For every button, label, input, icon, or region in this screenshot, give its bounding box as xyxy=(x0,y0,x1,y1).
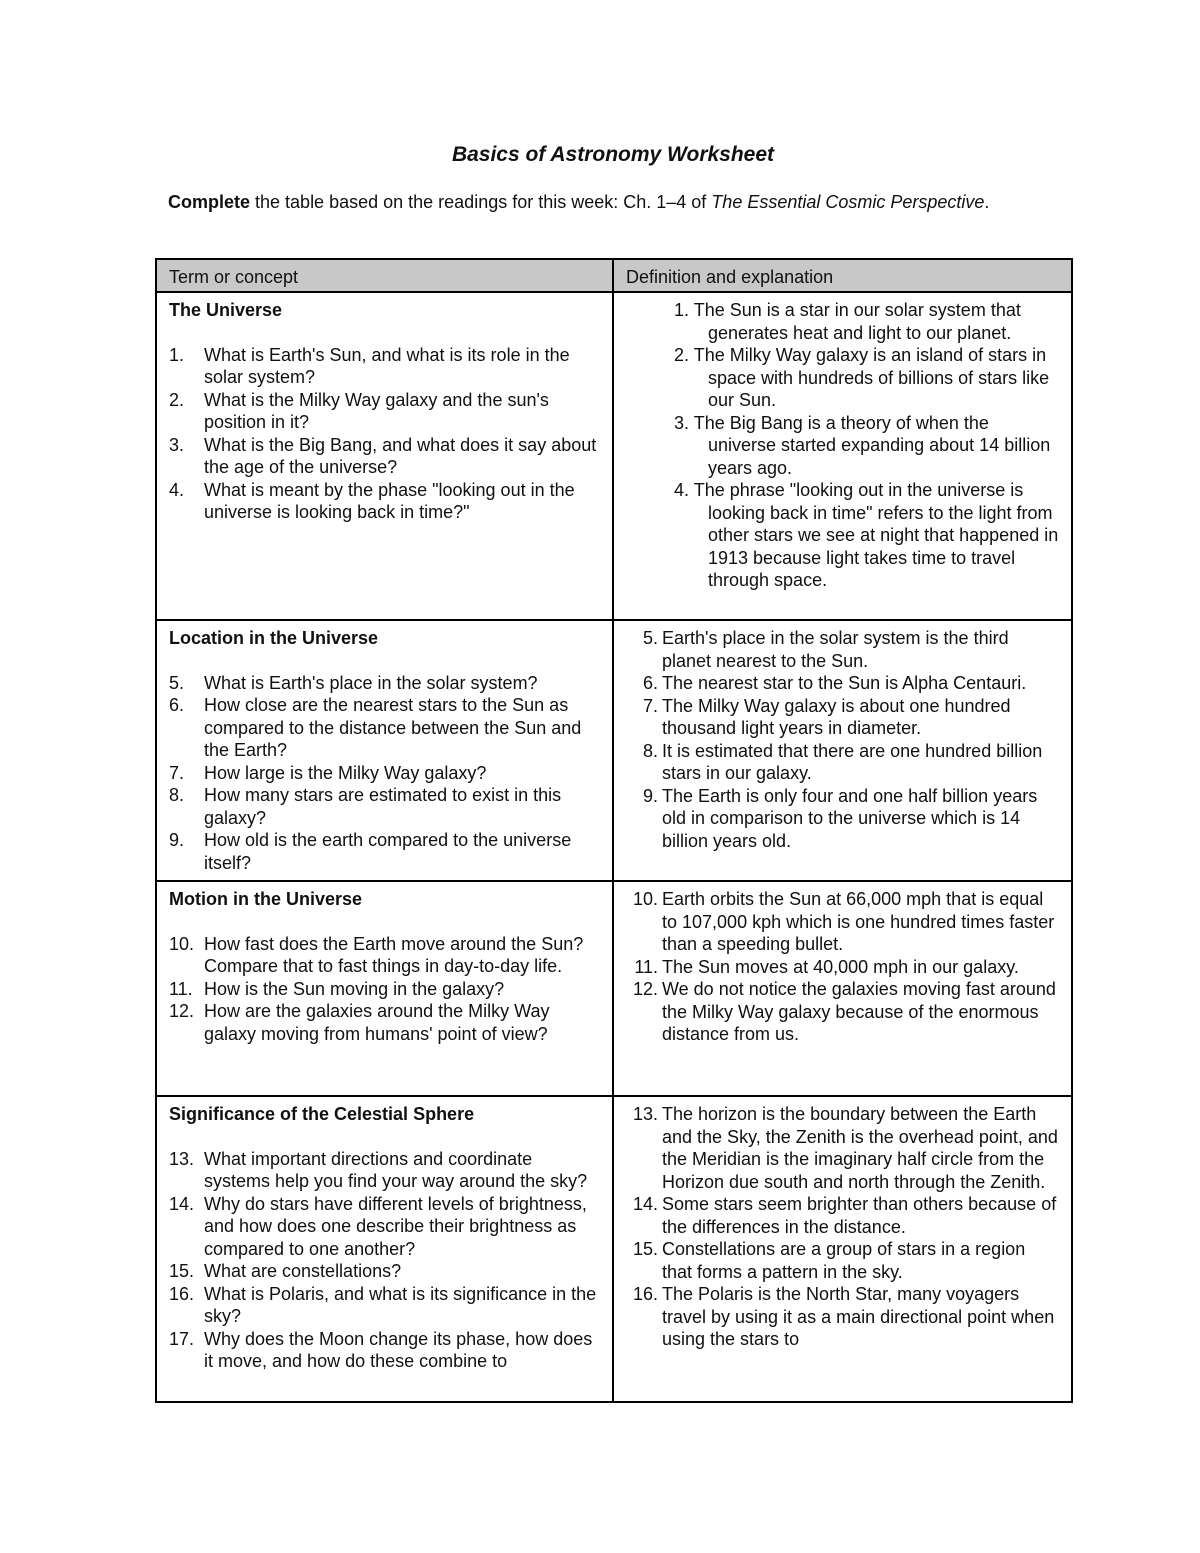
question-number: 16. xyxy=(169,1283,195,1304)
intro-book-title: The Essential Cosmic Perspective xyxy=(711,192,985,212)
header-definition: Definition and explanation xyxy=(613,259,1072,292)
answer-text: Constellations are a group of stars in a region that forms a pattern in the sky. xyxy=(662,1239,1026,1282)
answer-text: The nearest star to the Sun is Alpha Centauri. xyxy=(662,673,1027,693)
question-text: What important directions and coordinate systems help you find your way around the sky? xyxy=(204,1148,588,1191)
question-item xyxy=(169,434,600,479)
answer-item xyxy=(626,1238,1059,1283)
question-text: What is meant by the phase "looking out in the universe is looking back in time?" xyxy=(204,479,575,522)
question-list xyxy=(169,344,600,524)
section-title: Significance of the Celestial Sphere xyxy=(169,1104,475,1124)
definition-cell xyxy=(613,881,1072,1096)
question-number: 13. xyxy=(169,1148,195,1169)
question-item xyxy=(169,694,600,762)
answer-list xyxy=(626,888,1059,1046)
question-number: 5. xyxy=(169,672,185,693)
header-row xyxy=(156,259,1072,292)
question-number: 17. xyxy=(169,1328,195,1349)
question-number: 9. xyxy=(169,830,185,850)
answer-number: 15. xyxy=(632,1239,658,1259)
question-list xyxy=(169,933,600,1046)
answer-number: 6. xyxy=(642,673,658,693)
question-text: What is Polaris, and what is its significance in the sky? xyxy=(204,1283,597,1326)
intro-text xyxy=(168,191,998,214)
answer-number: 13. xyxy=(632,1104,658,1124)
answer-item xyxy=(626,1193,1059,1238)
term-cell xyxy=(156,881,613,1096)
section-title: The Universe xyxy=(169,300,283,320)
question-number: 12. xyxy=(169,1001,195,1021)
table-row xyxy=(156,881,1072,1096)
table-row xyxy=(156,1096,1072,1402)
question-number: 1. xyxy=(169,344,185,365)
answer-number: 3. xyxy=(674,412,690,433)
question-item xyxy=(169,1260,600,1283)
answer-number: 1. xyxy=(674,300,690,320)
intro-end: . xyxy=(984,192,990,212)
definition-cell xyxy=(613,1096,1072,1402)
question-item xyxy=(169,762,600,785)
answer-number: 5. xyxy=(642,628,658,648)
answer-text: Earth's place in the solar system is the third planet nearest to the Sun. xyxy=(662,628,1009,671)
answer-item xyxy=(626,344,1059,412)
answer-number: 14. xyxy=(632,1194,658,1214)
answer-item xyxy=(626,672,1059,695)
question-number: 11. xyxy=(169,978,193,999)
answer-number: 4. xyxy=(674,480,690,500)
question-number: 2. xyxy=(169,389,185,410)
answer-text: The Milky Way galaxy is an island of stars in space with hundreds of billions of stars like our Sun. xyxy=(693,345,1050,410)
question-item xyxy=(169,1328,600,1373)
answer-number: 12. xyxy=(632,979,658,999)
definition-cell xyxy=(613,292,1072,620)
answer-list xyxy=(626,1103,1059,1351)
question-text: What are constellations? xyxy=(204,1261,402,1281)
question-item xyxy=(169,1000,600,1045)
answer-text: The Earth is only four and one half billion years old in comparison to the universe which is 14 billion years old. xyxy=(662,785,1038,851)
answer-item xyxy=(626,479,1059,592)
question-text: How close are the nearest stars to the Sun as compared to the distance between the Sun and the Earth? xyxy=(204,695,582,760)
answer-item xyxy=(626,785,1059,853)
worksheet-table xyxy=(155,258,1073,1403)
answer-text: We do not notice the galaxies moving fast around the Milky Way galaxy because of the enormous distance from us. xyxy=(662,979,1056,1044)
section-title: Motion in the Universe xyxy=(169,889,363,909)
question-text: How large is the Milky Way galaxy? xyxy=(204,762,487,783)
answer-item xyxy=(626,978,1059,1046)
question-number: 3. xyxy=(169,434,185,455)
question-number: 10. xyxy=(169,933,195,954)
question-text: What is Earth's Sun, and what is its role in the solar system? xyxy=(204,344,570,387)
answer-text: The horizon is the boundary between the Earth and the Sky, the Zenith is the overhead point, and the Meridian is the imaginary half circle from the Horizon due south and north through the Zenith. xyxy=(662,1104,1058,1192)
question-item xyxy=(169,479,600,524)
answer-item xyxy=(626,412,1059,480)
term-cell xyxy=(156,292,613,620)
question-item xyxy=(169,1148,600,1193)
question-text: How old is the earth compared to the universe itself? xyxy=(204,830,572,873)
question-number: 14. xyxy=(169,1193,195,1214)
answer-text: It is estimated that there are one hundred billion stars in our galaxy. xyxy=(662,740,1043,783)
question-text: What is the Milky Way galaxy and the sun's position in it? xyxy=(204,389,549,432)
definition-cell xyxy=(613,620,1072,881)
question-item xyxy=(169,829,600,874)
section-title: Location in the Universe xyxy=(169,628,379,648)
answer-text: The Polaris is the North Star, many voyagers travel by using it as a main directional point when using the stars to xyxy=(662,1284,1055,1349)
question-number: 8. xyxy=(169,785,185,805)
answer-item xyxy=(626,1283,1059,1351)
question-item xyxy=(169,672,600,695)
term-cell xyxy=(156,1096,613,1402)
answer-number: 7. xyxy=(642,695,658,716)
answer-number: 10. xyxy=(632,889,658,909)
answer-text: The Big Bang is a theory of when the universe started expanding about 14 billion years ago. xyxy=(693,412,1051,478)
answer-item xyxy=(626,888,1059,956)
question-list xyxy=(169,1148,600,1373)
answer-item xyxy=(626,1103,1059,1193)
question-text: What is the Big Bang, and what does it say about the age of the universe? xyxy=(204,434,597,477)
question-item xyxy=(169,978,600,1001)
question-text: How are the galaxies around the Milky Way galaxy moving from humans' point of view? xyxy=(204,1001,550,1044)
answer-text: The phrase "looking out in the universe is looking back in time" refers to the light from other stars we see at night that happened in 1913 because light takes time to travel through space. xyxy=(693,480,1059,590)
intro-body: the table based on the readings for this week: Ch. 1–4 of xyxy=(250,192,712,212)
question-number: 7. xyxy=(169,762,185,783)
question-text: What is Earth's place in the solar system? xyxy=(204,672,538,693)
question-item xyxy=(169,784,600,829)
answer-text: Earth orbits the Sun at 66,000 mph that is equal to 107,000 kph which is one hundred times faster than a speeding bullet. xyxy=(662,889,1055,954)
answer-item xyxy=(626,740,1059,785)
answer-item xyxy=(626,627,1059,672)
term-cell xyxy=(156,620,613,881)
question-item xyxy=(169,1193,600,1261)
answer-text: The Sun moves at 40,000 mph in our galaxy. xyxy=(662,956,1019,977)
question-number: 6. xyxy=(169,695,185,715)
question-text: How many stars are estimated to exist in this galaxy? xyxy=(204,785,562,828)
answer-number: 8. xyxy=(642,740,658,761)
intro-bold: Complete xyxy=(168,192,251,212)
question-number: 4. xyxy=(169,479,185,500)
question-text: How is the Sun moving in the galaxy? xyxy=(204,978,505,999)
answer-item xyxy=(626,956,1059,979)
answer-text: Some stars seem brighter than others because of the differences in the distance. xyxy=(662,1194,1057,1237)
answer-number: 2. xyxy=(674,345,690,365)
question-item xyxy=(169,1283,600,1328)
question-text: Why does the Moon change its phase, how does it move, and how do these combine to xyxy=(204,1328,593,1371)
answer-number: 11. xyxy=(634,956,658,977)
answer-number: 9. xyxy=(642,785,658,806)
answer-text: The Sun is a star in our solar system that generates heat and light to our planet. xyxy=(693,300,1021,343)
answer-item xyxy=(626,299,1059,344)
question-list xyxy=(169,672,600,875)
table-row xyxy=(156,620,1072,881)
question-text: Why do stars have different levels of brightness, and how does one describe their brightness as compared to one another? xyxy=(204,1193,587,1259)
question-item xyxy=(169,389,600,434)
question-item xyxy=(169,933,600,978)
question-text: How fast does the Earth move around the Sun? Compare that to fast things in day-to-day life. xyxy=(204,933,584,976)
header-term: Term or concept xyxy=(156,259,613,292)
answer-list xyxy=(626,627,1059,852)
worksheet-title: Basics of Astronomy Worksheet xyxy=(451,143,775,166)
question-number: 15. xyxy=(169,1261,195,1281)
answer-text: The Milky Way galaxy is about one hundred thousand light years in diameter. xyxy=(662,695,1011,738)
table-row xyxy=(156,292,1072,620)
answer-number: 16. xyxy=(632,1284,658,1304)
question-item xyxy=(169,344,600,389)
answer-item xyxy=(626,695,1059,740)
answer-list xyxy=(626,299,1059,592)
